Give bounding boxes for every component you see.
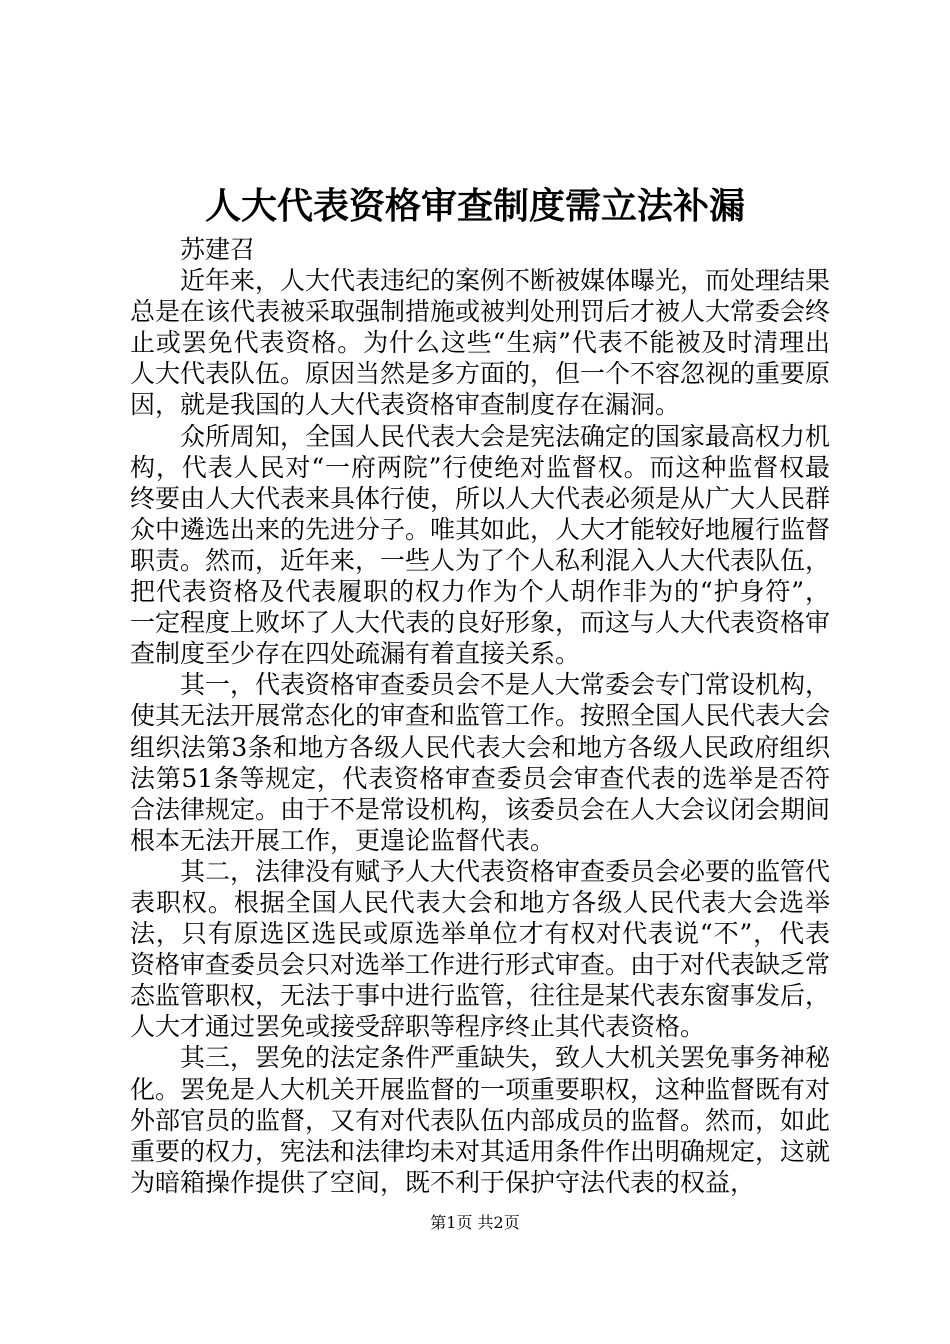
paragraph-3: 其一，代表资格审查委员会不是人大常委会专门常设机构，使其无法开展常态化的审查和监管工作。按照全国人民代表大会组织法第3条和地方各级人民代表大会和地方各级人民政府组织法第51条等规定，代表资格审查委员会审查代表的选举是否符合法律规定。由于不是常设机构，该委员会在人大会议闭会期间根本无法开展工作，更遑论监督代表。	[130, 670, 831, 855]
document-title: 人大代表资格审查制度需立法补漏	[204, 185, 745, 227]
paragraph-5: 其三，罢免的法定条件严重缺失，致人大机关罢免事务神秘化。罢免是人大机关开展监督的一项重要职权，这种监督既有对外部官员的监督，又有对代表队伍内部成员的监督。然而，如此重要的权力，宪法和法律均未对其适用条件作出明确规定，这就为暗箱操作提供了空间，既不利于保护守法代表的权益，	[130, 1043, 831, 1197]
paragraph-2: 众所周知，全国人民代表大会是宪法确定的国家最高权力机构，代表人民对“一府两院”行使绝对监督权。而这种监督权最终要由人大代表来具体行使，所以人大代表必须是从广大人民群众中遴选出来的先进分子。唯其如此，人大才能较好地履行监督职责。然而，近年来，一些人为了个人私利混入人大代表队伍，把代表资格及代表履职的权力作为个人胡作非为的“护身符”，一定程度上败坏了人大代表的良好形象，而这与人大代表资格审查制度至少存在四处疏漏有着直接关系。	[130, 421, 831, 669]
paragraph-1: 近年来，人大代表违纪的案例不断被媒体曝光，而处理结果总是在该代表被采取强制措施或被判处刑罚后才被人大常委会终止或罢免代表资格。为什么这些“生病”代表不能被及时清理出人大代表队伍。原因当然是多方面的，但一个不容忽视的重要原因，就是我国的人大代表资格审查制度存在漏洞。	[130, 266, 831, 420]
paragraph-4: 其二，法律没有赋予人大代表资格审查委员会必要的监管代表职权。根据全国人民代表大会和地方各级人民代表大会选举法，只有原选区选民或原选举单位才有权对代表说“不”，代表资格审查委员会只对选举工作进行形式审查。由于对代表缺乏常态监管职权，无法于事中进行监管，往往是某代表东窗事发后，人大才通过罢免或接受辞职等程序终止其代表资格。	[130, 856, 831, 1042]
page-number-footer: 第1页 共2页	[430, 1213, 520, 1232]
document-body	[130, 234, 830, 1198]
author-name: 苏建召	[180, 235, 256, 264]
